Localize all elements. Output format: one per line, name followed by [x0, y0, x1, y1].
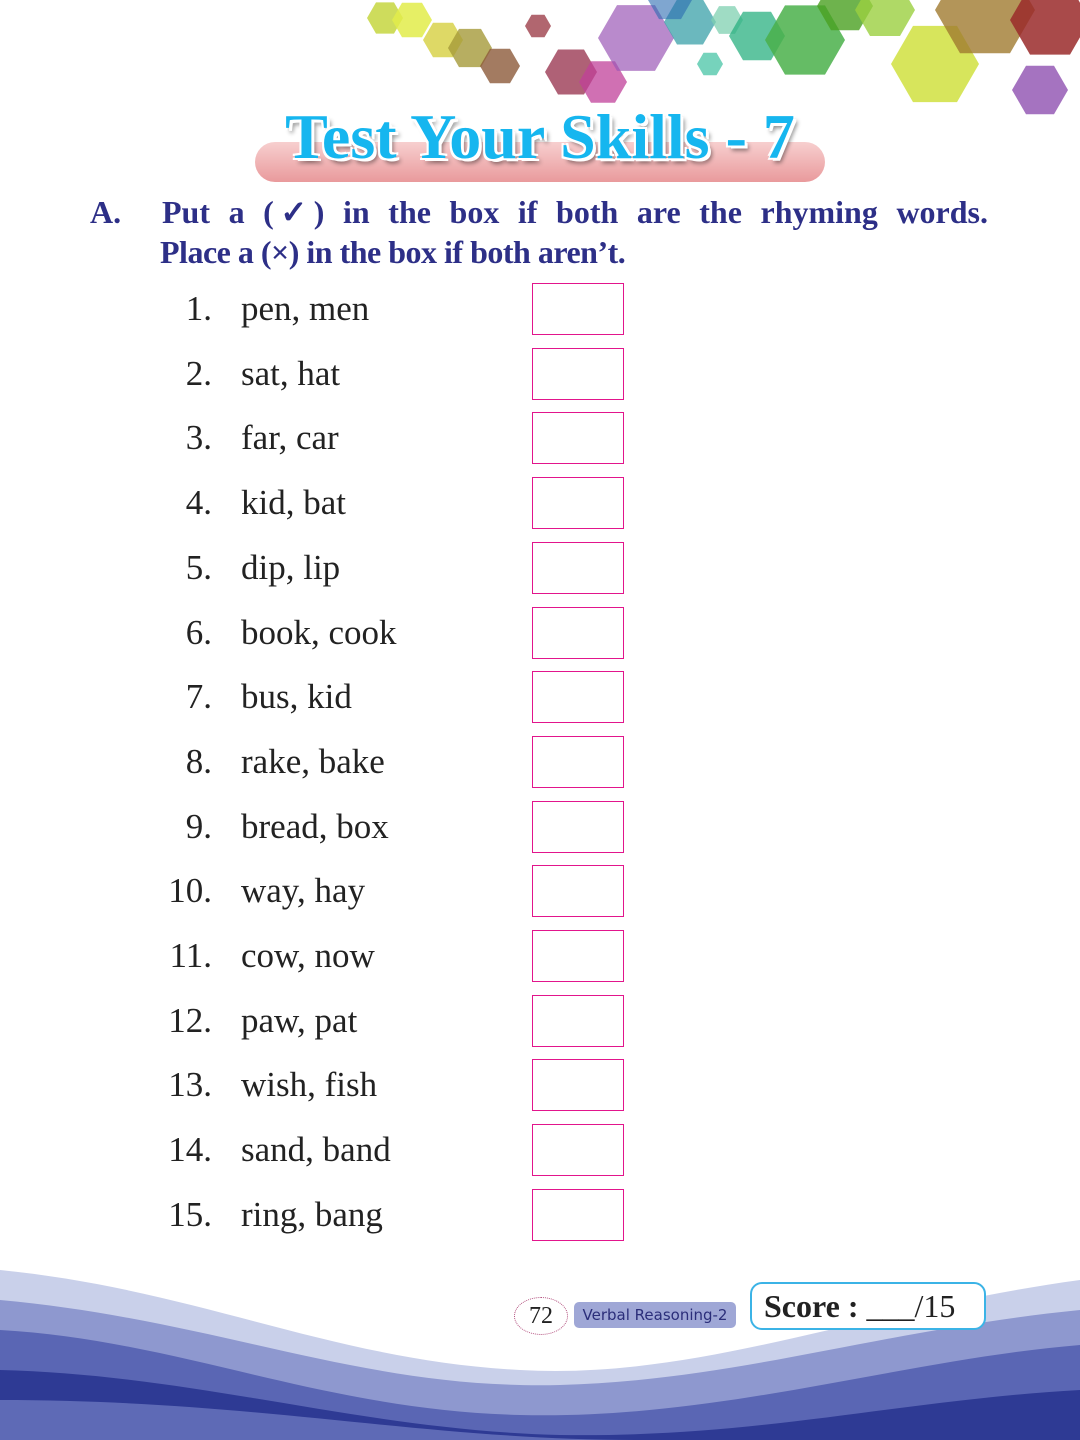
answer-box[interactable]: [532, 930, 624, 982]
page-number: 72: [514, 1297, 568, 1335]
answer-box[interactable]: [532, 607, 624, 659]
word-pair: far, car: [241, 418, 339, 458]
answer-box[interactable]: [532, 1059, 624, 1111]
score-value: ___/15: [866, 1288, 956, 1324]
question-number: 4.: [185, 483, 212, 523]
word-pair: rake, bake: [241, 741, 385, 781]
question-number: 15.: [168, 1194, 212, 1234]
question-row: [0, 412, 1080, 466]
answer-box[interactable]: [532, 865, 624, 917]
word-pair: bread, box: [241, 806, 389, 846]
answer-box[interactable]: [532, 671, 624, 723]
section-label: A.: [90, 194, 122, 230]
answer-box[interactable]: [532, 1124, 624, 1176]
answer-box[interactable]: [532, 1189, 624, 1241]
question-row: [0, 477, 1080, 531]
question-row: [0, 736, 1080, 790]
page-title: Test Your Skills - 7: [285, 101, 795, 172]
question-number: 2.: [185, 353, 212, 393]
word-pair: book, cook: [241, 612, 397, 652]
question-number: 1.: [185, 289, 212, 328]
question-row: [0, 865, 1080, 919]
question-number: 3.: [185, 418, 212, 458]
word-pair: dip, lip: [241, 547, 341, 587]
word-pair: way, hay: [241, 871, 366, 911]
instruction-line-1: Put a (✓) in the box if both are the rhyming words.: [162, 194, 988, 230]
hexagon-shape: [1010, 0, 1080, 55]
question-row: [0, 671, 1080, 725]
question-number: 14.: [168, 1130, 212, 1170]
answer-box[interactable]: [532, 412, 624, 464]
hexagon-shape: [855, 0, 915, 36]
answer-box[interactable]: [532, 736, 624, 788]
word-pair: sand, band: [241, 1130, 391, 1170]
score-box: [750, 1282, 986, 1330]
question-number: 8.: [185, 741, 212, 781]
word-pair: kid, bat: [241, 483, 346, 523]
answer-box[interactable]: [532, 348, 624, 400]
question-number: 13.: [168, 1065, 212, 1105]
score-label: Score :: [764, 1288, 859, 1324]
word-pair: paw, pat: [241, 1000, 358, 1040]
question-number: 12.: [168, 1000, 212, 1040]
question-number: 9.: [185, 806, 212, 846]
question-row: [0, 542, 1080, 596]
answer-box[interactable]: [532, 283, 624, 335]
question-row: [0, 1124, 1080, 1178]
instruction-line-2: Place a (×) in the box if both aren’t.: [160, 234, 626, 270]
word-pair: pen, men: [241, 289, 370, 328]
question-row: [0, 930, 1080, 984]
question-number: 6.: [185, 612, 212, 652]
word-pair: cow, now: [241, 936, 375, 975]
hexagon-shape: [392, 3, 432, 38]
word-pair: bus, kid: [241, 677, 352, 717]
answer-box[interactable]: [532, 995, 624, 1047]
word-pair: ring, bang: [241, 1194, 383, 1234]
question-row: [0, 348, 1080, 402]
question-row: [0, 283, 1080, 337]
decorative-waves: [0, 1250, 1080, 1440]
book-title-badge: Verbal Reasoning-2: [574, 1302, 736, 1328]
hexagon-shape: [525, 15, 551, 38]
word-pair: sat, hat: [241, 353, 341, 393]
question-row: [0, 1059, 1080, 1113]
answer-box[interactable]: [532, 542, 624, 594]
question-row: [0, 607, 1080, 661]
question-row: [0, 1189, 1080, 1243]
question-number: 7.: [185, 677, 212, 717]
question-number: 5.: [185, 547, 212, 587]
title-banner: [0, 100, 1080, 190]
question-number: 11.: [169, 936, 212, 975]
hexagon-shape: [697, 53, 723, 76]
question-row: [0, 801, 1080, 855]
question-number: 10.: [168, 871, 212, 911]
answer-box[interactable]: [532, 477, 624, 529]
question-row: [0, 995, 1080, 1049]
answer-box[interactable]: [532, 801, 624, 853]
word-pair: wish, fish: [241, 1065, 378, 1105]
